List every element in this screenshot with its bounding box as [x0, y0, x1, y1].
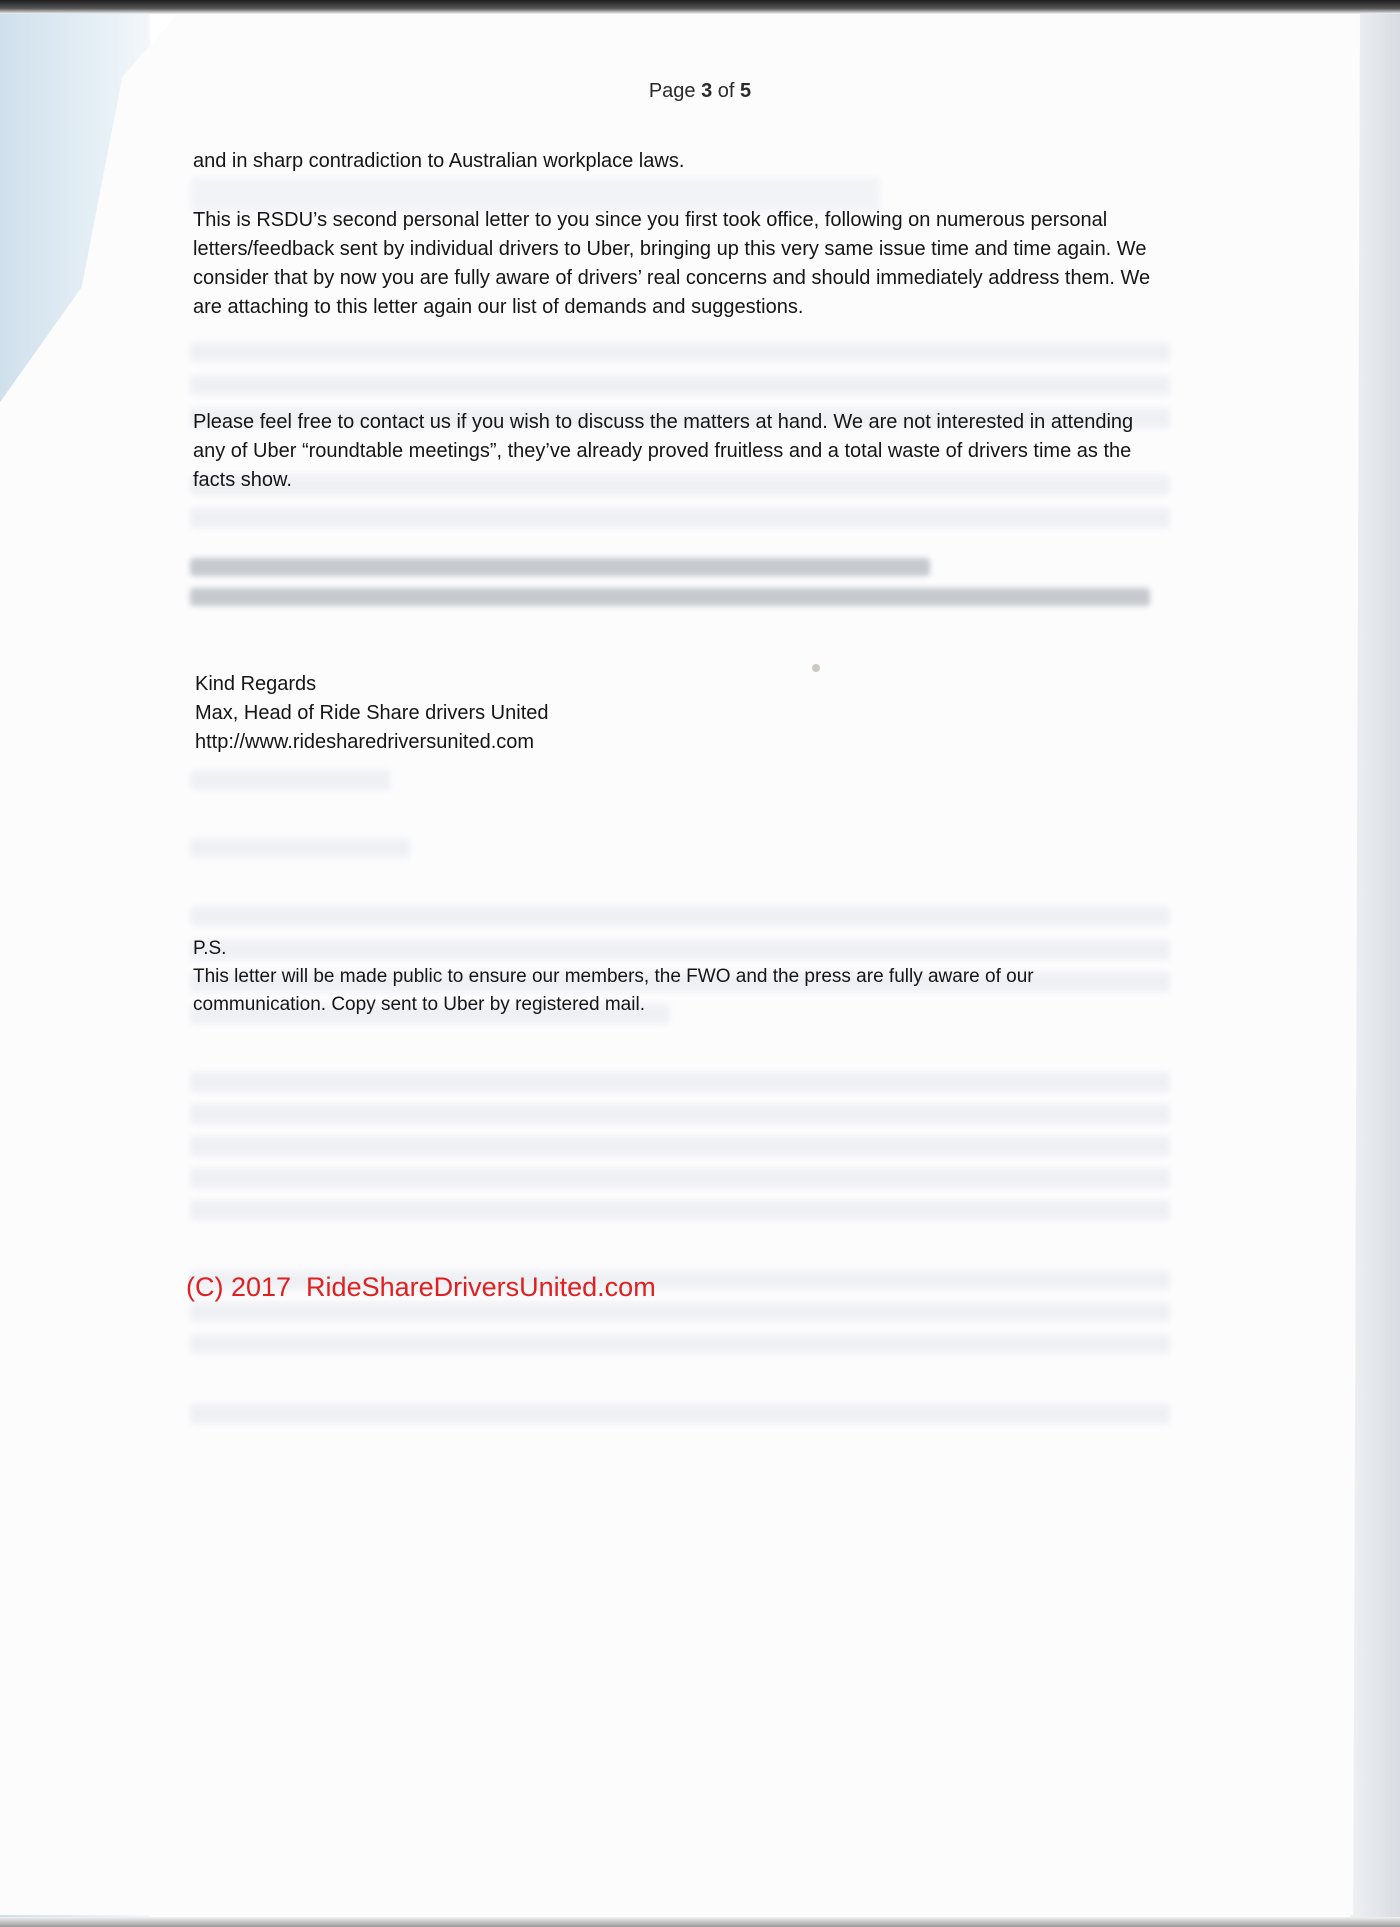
- current-page: 3: [701, 80, 713, 102]
- closing-line: Kind Regards: [195, 673, 317, 695]
- page-number: [0, 80, 1400, 103]
- signatory-name: Max, Head of Ride Share drivers United: [195, 702, 549, 724]
- letter-paragraph-2: [193, 206, 1168, 322]
- page-label: Page: [648, 80, 696, 102]
- postscript: [193, 935, 1168, 1019]
- scanner-bed-top: [0, 0, 1400, 14]
- letter-continuation: [193, 147, 1168, 176]
- continuation-line: and in sharp contradiction to Australian workplace laws.: [193, 150, 685, 172]
- copyright-watermark: (C) 2017 RideShareDriversUnited.com: [186, 1272, 656, 1302]
- of-label: of: [717, 80, 735, 102]
- postscript-label: P.S.: [193, 938, 227, 959]
- total-pages: 5: [740, 80, 752, 102]
- signature-block: [195, 670, 895, 757]
- website-url: http://www.ridesharedriversunited.com: [195, 731, 535, 753]
- postscript-text: This letter will be made public to ensure our members, the FWO and the press are fully aware of our communication. Copy sent to Uber by registered mail.: [193, 966, 1034, 1015]
- paragraph-contact: Please feel free to contact us if you wish to discuss the matters at hand. We are not interested in attending any of Uber “roundtable meetings”, they’ve already proved fruitless and a total waste of drivers time as the facts show.: [193, 411, 1134, 491]
- letter-paragraph-3: [193, 408, 1168, 495]
- paragraph-rsdu-letter: This is RSDU’s second personal letter to you since you first took office, following on numerous personal letters/feedback sent by individual drivers to Uber, bringing up this very same issue time and time again. We consider that by now you are fully aware of drivers’ real concerns and should immediately address them. We are attaching to this letter again our list of demands and suggestions.: [193, 209, 1151, 318]
- scanner-bed-bottom: [0, 1917, 1400, 1927]
